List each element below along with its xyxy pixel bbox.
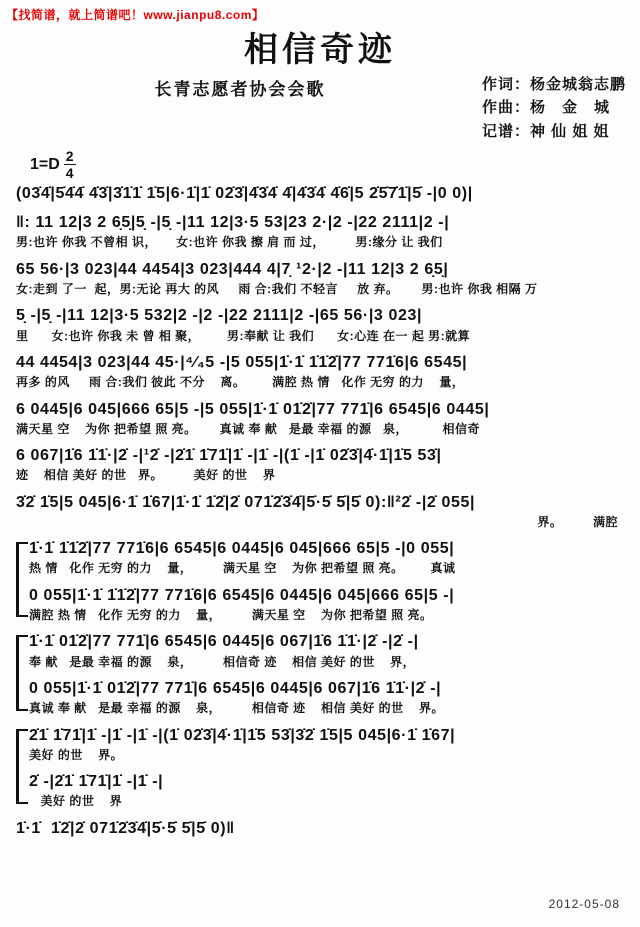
score xyxy=(0,184,640,838)
credit-transcriber: 记谱：神 仙 姐 姐 xyxy=(481,122,610,140)
lyrics-line: 里 女:也许 你我 未 曾 相 聚， 男:奉献 让 我们 女:心连 在一 起 男:就算 xyxy=(16,328,471,343)
system-9 xyxy=(29,539,628,576)
lyrics-line: 真诚 奉 献 是最 幸福 的源 泉， 相信奇 迹 相信 美好 的世 界。 xyxy=(29,701,445,716)
voice-group-C xyxy=(16,726,628,809)
credit-lyricist: 作词：杨金城翁志鹏 xyxy=(481,76,626,93)
page-subtitle: 长青志愿者协会会歌 xyxy=(154,80,326,99)
time-signature-numerator: 2 xyxy=(65,148,74,164)
key-signature xyxy=(30,149,640,180)
page-title: 相信奇迹 xyxy=(244,31,396,69)
system-6 xyxy=(16,400,628,437)
voice-group-bracket xyxy=(16,542,28,617)
credit-composer: 作曲：杨 金 城 xyxy=(481,99,610,117)
watermark-banner: 【找简谱，就上简谱吧！www.jianpu8.com】 xyxy=(6,8,265,22)
notation-line: 0 055|1̇·1̇ 01̇2̇|77 771̇|6 6545|6 0445|6 067|1̇6 1̇1̇·|2̇ -| xyxy=(29,679,442,697)
system-3 xyxy=(16,260,628,297)
system-15 xyxy=(16,819,628,838)
credits-block xyxy=(482,73,626,143)
notation-line: 44 4454|3 023|44 45·|⁴⁄₄5 -|5 055|1̇·1̇ 1̇1̇2̇|77 771̇6|6 6545| xyxy=(16,353,468,371)
voice-group-B xyxy=(16,632,628,715)
system-14 xyxy=(29,772,628,809)
system-10 xyxy=(29,586,628,623)
lyrics-line: 美好 的世 界。 xyxy=(29,747,124,762)
voice-group-bracket xyxy=(16,729,28,804)
lyrics-line: 热 情 化作 无穷 的力 量， 满天星 空 为你 把希望 照 亮。 真诚 xyxy=(29,561,456,576)
system-7 xyxy=(16,446,628,483)
time-signature-fraction xyxy=(64,149,76,180)
lyrics-line: 男:也许 你我 不曾相 识， 女:也许 你我 擦 肩 而 过， 男:缘分 让 我们 xyxy=(16,235,443,250)
system-12 xyxy=(29,679,628,716)
system-8 xyxy=(16,493,628,530)
lyrics-line: 满腔 热 情 化作 无穷 的力 量， 满天星 空 为你 把希望 照 亮。 xyxy=(29,608,433,622)
notation-line: 6 0445|6 045|666 65|5 -|5 055|1̇·1̇ 01̇2̇|77 771̇|6 6545|6 0445| xyxy=(16,400,490,418)
date-stamp: 2012-05-08 xyxy=(548,897,620,911)
voice-group-bracket xyxy=(16,635,28,710)
lyrics-line: 迹 相信 美好 的世 界。 美好 的世 界 xyxy=(16,468,276,483)
notation-line: 5̣ -|5̣ -|11 12|3·5 532|2 -|2 -|22 2111|2 -|65 56·|3 023| xyxy=(16,307,423,325)
notation-line: 6 067|1̇6 1̇1̇·|2̇ -|¹2̇ -|2̇1̇ 1̇71̇|1̇ -|1̇ -|(1̇ -|1̇ 02̇3̇|4̇·1̇|1̇5 53̇| xyxy=(16,447,442,465)
subtitle-row xyxy=(0,73,640,147)
notation-line: ‖: 11 12|3 2 6̣5̣|5̣ -|5̣ -|11 12|3·5 53|23 2·|2 -|22 2111|2 -| xyxy=(16,214,450,232)
system-4 xyxy=(16,306,628,343)
lyrics-line: 奉 献 是最 幸福 的源 泉， 相信奇 迹 相信 美好 的世 界， xyxy=(29,654,416,669)
lyrics-line: 再多 的风 雨 合:我们 彼此 不分 离。 满腔 热 情 化作 无穷 的力 量， xyxy=(16,375,465,390)
key-label: 1=D xyxy=(30,155,60,173)
notation-line: 0 055|1̇·1̇ 1̇1̇2̇|77 771̇6|6 6545|6 0445|6 045|666 65|5 -| xyxy=(29,586,455,604)
system-1 xyxy=(16,184,628,203)
lyrics-line: 满天星 空 为你 把希望 照 亮。 真诚 奉 献 是最 幸福 的源 泉， 相信奇 xyxy=(16,421,481,436)
notation-line: 65 56·|3 023|44 4454|3 023|444 4|7̣ ¹2·|2 -|11 12|3 2 6̣5̣| xyxy=(16,260,449,278)
notation-line: 2̇ -|2̇1̇ 1̇71̇|1̇ -|1̇ -| xyxy=(29,773,164,791)
notation-line: 1̇·1̇ 1̇1̇2̇|77 771̇6|6 6545|6 0445|6 045|666 65|5 -|0 055| xyxy=(29,540,455,558)
lyrics-line: 女:走到 了一 起，男:无论 再大 的风 雨 合:我们 不轻言 放 弃。 男:也许 你我 相隔 万 xyxy=(16,281,538,296)
voice-group-A xyxy=(16,539,628,622)
system-13 xyxy=(29,726,628,763)
time-signature-denominator: 4 xyxy=(65,165,74,181)
system-11 xyxy=(29,632,628,669)
notation-line: 3̇2̇ 1̇5|5 045|6·1̇ 1̇67|1̇·1̇ 1̇2̇|2̇ 071̇2̇3̇4̇|5̇·5̇ 5̇|5̇ 0):‖²2̇ -|2̇ 055| xyxy=(16,493,476,511)
notation-line: 2̇1̇ 1̇71̇|1̇ -|1̇ -|1̇ -|(1̇ 02̇3̇|4̇·1̇|1̇5 53̇|3̇2̇ 1̇5|5 045|6·1̇ 1̇67| xyxy=(29,726,456,744)
notation-line: (03̇4̇|5̇4̇4̇ 4̇3̇|3̇1̇1̇ 1̇5|6·1̇|1̇ 02̇3̇|4̇3̇4̇ 4̇|4̇3̇4̇ 4̇6̇|5 2̇5̇7̇1̇|5̇ -|0 0)| xyxy=(16,185,473,202)
lyrics-line: 美好 的世 界 xyxy=(29,794,123,809)
system-2 xyxy=(16,213,628,250)
notation-line: 1̇·1̇ 01̇2̇|77 771̇|6 6545|6 0445|6 067|1̇6 1̇1̇·|2̇ -|2̇ -| xyxy=(29,633,419,651)
notation-line: 1̇·1̇ 1̇2̇|2̇ 071̇2̇3̇4̇|5̇·5̇ 5̇|5̇ 0)‖ xyxy=(16,819,235,837)
system-5 xyxy=(16,353,628,390)
lyrics-line: 界。 满腔 xyxy=(537,514,618,529)
